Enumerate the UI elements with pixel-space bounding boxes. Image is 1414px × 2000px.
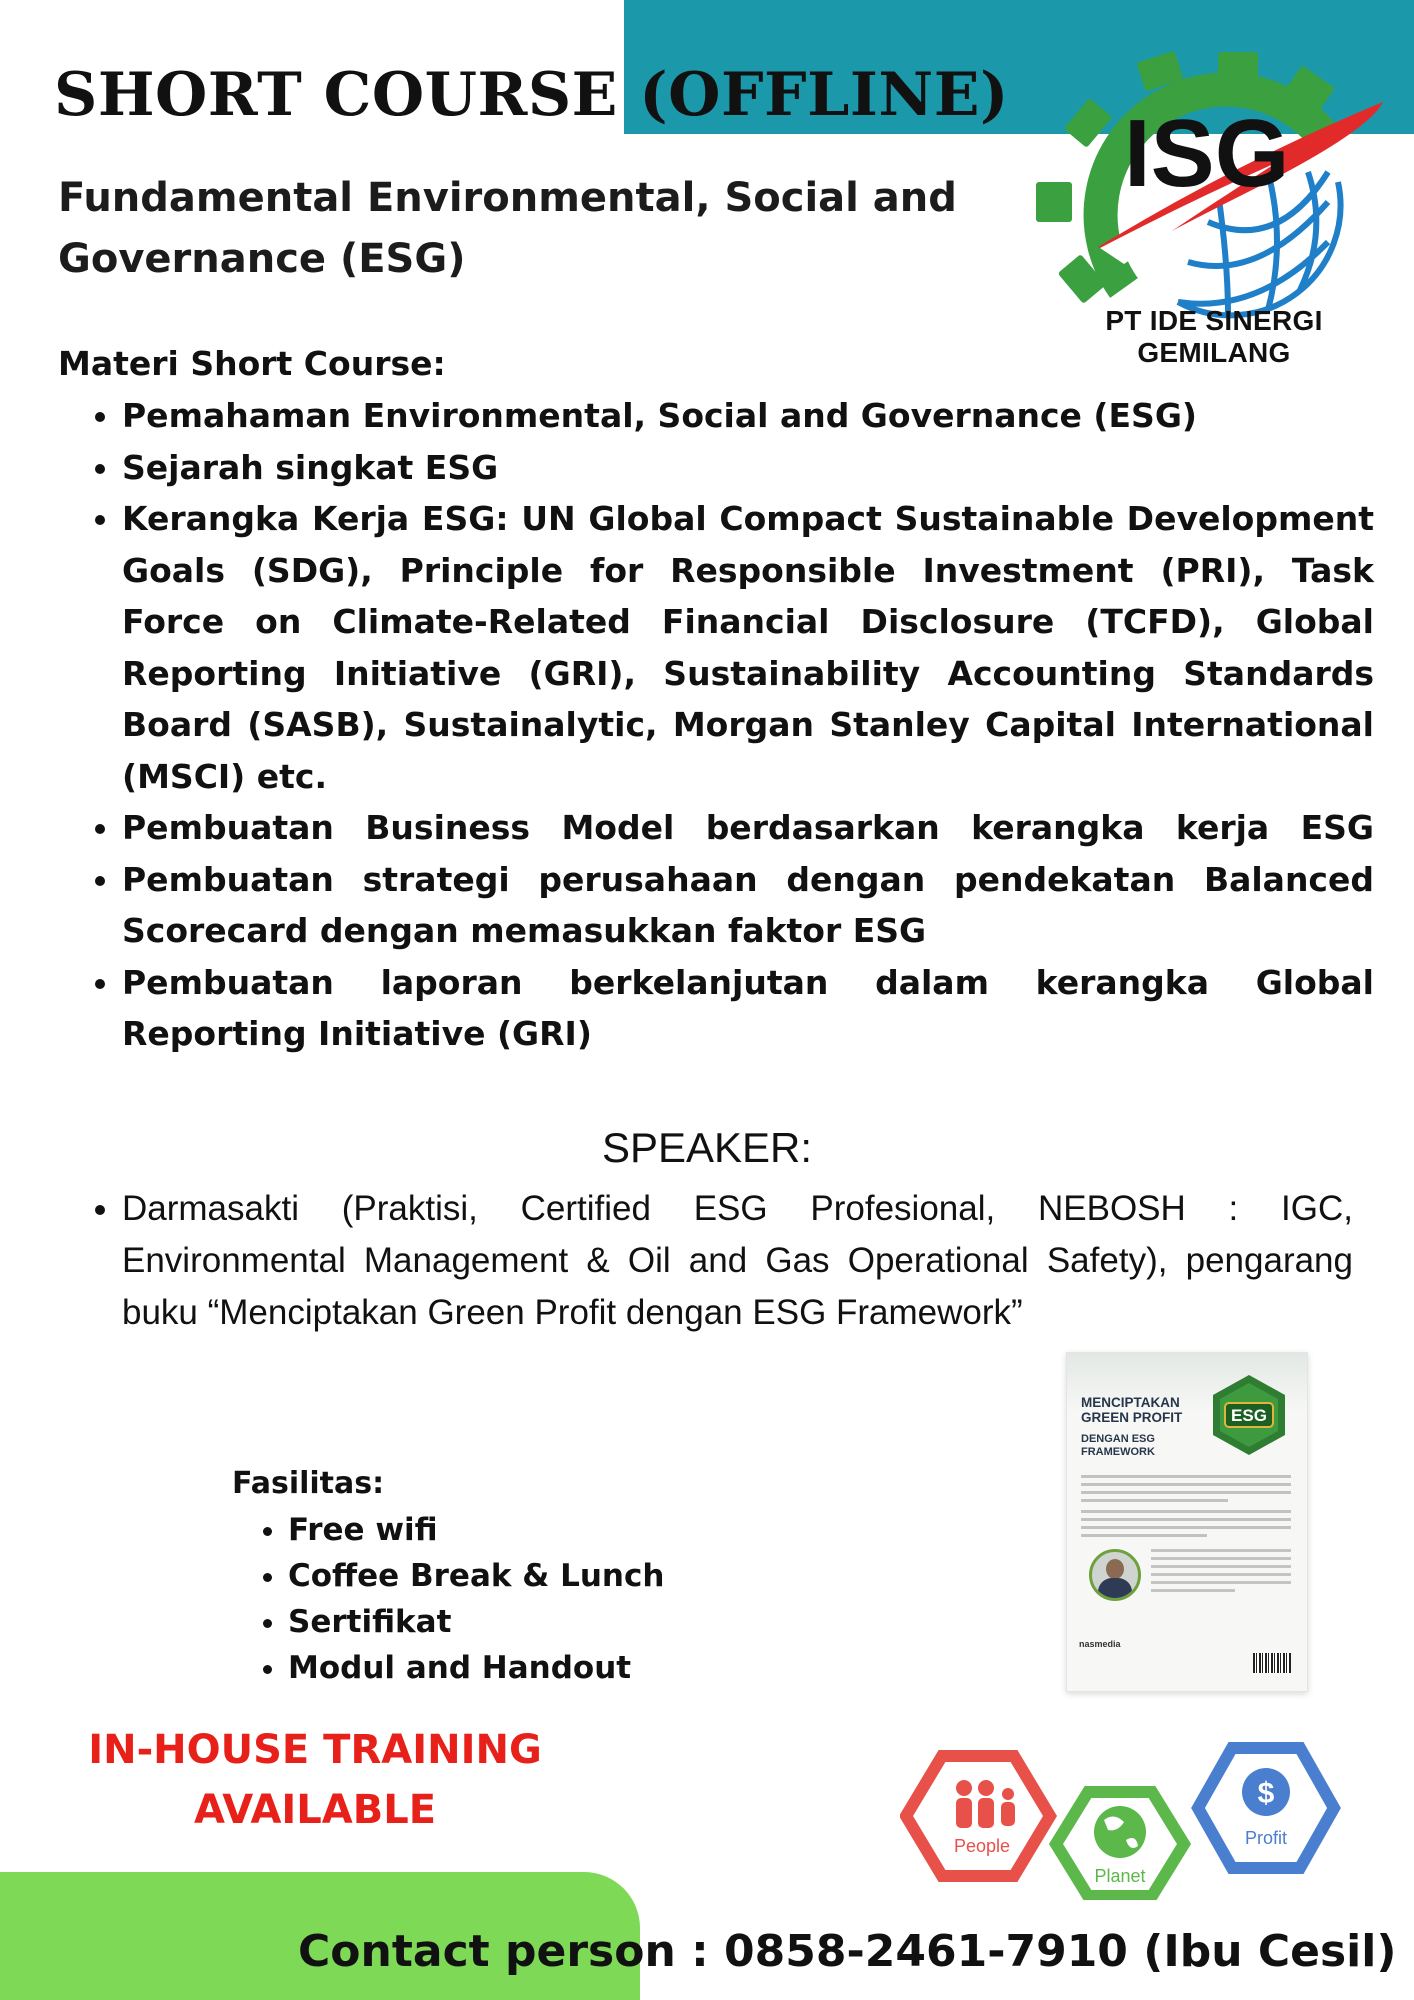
globe-planet-icon xyxy=(1094,1806,1146,1858)
materi-item: • Pemahaman Environmental, Social and Governance (ESG) xyxy=(122,390,1374,442)
materi-list xyxy=(58,390,1374,1060)
company-name: PT IDE SINERGI GEMILANG xyxy=(1105,305,1323,368)
book-blurb xyxy=(1081,1475,1291,1542)
speaker-heading: SPEAKER: xyxy=(601,1124,813,1171)
author-photo xyxy=(1089,1549,1141,1601)
people-planet-profit-graphic xyxy=(900,1720,1360,1900)
speaker-item: • Darmasakti (Praktisi, Certified ESG Profesional, NEBOSH : IGC, Environmental Management & Oil and Gas Operational Safety), pengarang buku “Menciptakan Green Profit dengan ESG Framework” xyxy=(122,1183,1353,1339)
esg-badge-icon xyxy=(1207,1373,1291,1457)
materi-item: • Pembuatan Business Model berdasarkan kerangka kerja ESG xyxy=(122,802,1374,854)
speaker-list xyxy=(58,1183,1353,1339)
planet-hexagon xyxy=(1056,1792,1184,1896)
people-label: People xyxy=(953,1836,1011,1856)
barcode xyxy=(1253,1653,1291,1673)
fasilitas-item: • Modul and Handout xyxy=(288,1645,664,1691)
fasilitas-heading: Fasilitas: xyxy=(232,1466,385,1501)
book-badge-label: ESG xyxy=(1231,1406,1267,1425)
fasilitas-item: • Coffee Break & Lunch xyxy=(288,1553,664,1599)
author-bio xyxy=(1151,1549,1291,1597)
svg-text:$: $ xyxy=(1257,1777,1275,1810)
materi-item: • Pembuatan strategi perusahaan dengan pendekatan Balanced Scorecard dengan memasukkan faktor ESG xyxy=(122,854,1374,957)
fasilitas-item: • Free wifi xyxy=(288,1507,664,1553)
fasilitas-list xyxy=(232,1507,664,1691)
inhouse-line-1: IN-HOUSE TRAINING xyxy=(88,1727,542,1773)
book-subtitle: DENGAN ESG FRAMEWORK xyxy=(1081,1433,1155,1458)
profit-hexagon xyxy=(1198,1748,1334,1868)
fasilitas-item: • Sertifikat xyxy=(288,1599,664,1645)
people-hexagon xyxy=(906,1756,1050,1876)
planet-label: Planet xyxy=(1094,1866,1146,1886)
profit-label: Profit xyxy=(1244,1828,1288,1848)
page-title: SHORT COURSE (OFFLINE) xyxy=(54,60,1009,130)
book-publisher: nasmedia xyxy=(1079,1639,1121,1649)
materi-item: • Pembuatan laporan berkelanjutan dalam kerangka Global Reporting Initiative (GRI) xyxy=(122,957,1374,1060)
course-subtitle: Fundamental Environmental, Social and Governance (ESG) xyxy=(58,175,957,282)
book-title: MENCIPTAKAN GREEN PROFIT xyxy=(1081,1395,1183,1425)
inhouse-training-note xyxy=(60,1720,570,1840)
materi-item: • Kerangka Kerja ESG: UN Global Compact Sustainable Development Goals (SDG), Principle for Responsible Investment (PRI), Task Force on Climate-Related Financial Disclosure (TCFD), Global Reporting Initiative (GRI), Sustainability Accounting Standards Board (SASB), Sustainalytic, Morgan Stanley Capital International (MSCI) etc. xyxy=(122,493,1374,802)
book-cover xyxy=(1066,1352,1308,1692)
materi-item: • Sejarah singkat ESG xyxy=(122,442,1374,494)
contact-person: Contact person : 0858-2461-7910 (Ibu Cesil) xyxy=(298,1926,1397,1977)
materi-heading: Materi Short Course: xyxy=(58,344,446,383)
inhouse-line-2: AVAILABLE xyxy=(193,1787,437,1833)
logo-mark: ISG xyxy=(1124,100,1290,207)
